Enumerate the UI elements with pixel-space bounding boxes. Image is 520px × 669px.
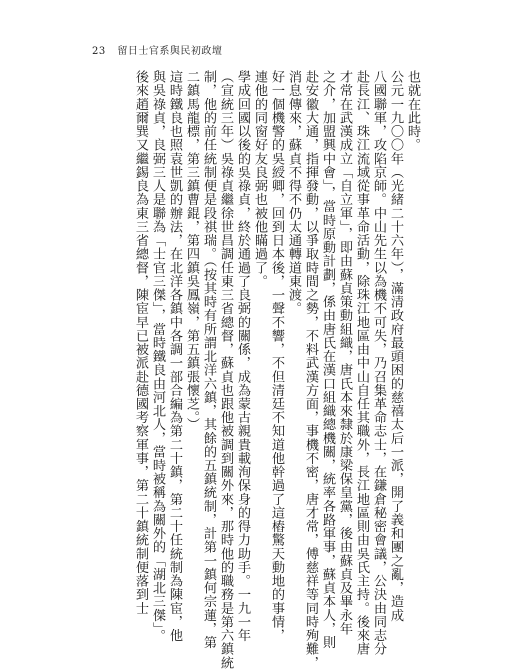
text-column: 才常在武漢成立「自立軍」，即由蘇貞策動組織，唐氏本來隸於康梁保皇黨，後由蘇貞及畢永年: [337, 70, 352, 636]
running-header: [92, 42, 222, 57]
text-column: 也就在此時。: [405, 70, 420, 152]
text-column: 二鎮馬龍標，第三鎮曹錕，第四鎮吳鳳嶺，第五鎮張懷芝。）: [184, 70, 199, 432]
text-column: 赴長江、珠江流域從事革命活動，除珠江地區由中山自任其職外，長江地區則由吳氏主持。後來唐: [354, 70, 369, 656]
text-column: 學成回國以後的吳祿貞，終於通過了良弼的關係，成為蒙古親貴載洵保身的得力助手。一九一年: [235, 70, 250, 643]
text-column: 與吳祿貞，良弼三人是聯為「士官三傑」，當時鐵良由河北人，當時被稱為關外的「湖北三傑」。: [150, 70, 165, 643]
text-column: 消息傳來，蘇貞不得不仍太通轉道東渡。: [286, 70, 301, 316]
text-column: 公元一九〇〇年（光緒二十六年），滿清政府最頭困的慈禧太后一派，開了義和團之亂，造成: [388, 70, 403, 622]
text-column: 連他的同窗好友良弼也被他瞞過了。: [252, 70, 267, 288]
text-column: 好一個機警的吳綬卿，回到日本後，一聲不響，不但清廷不知道他幹過了這樁驚天動地的事情，: [269, 70, 284, 643]
text-column: （宣統三年）吳祿貞繼徐世昌調任東三省總督，蘇貞也跟他被調到關外來，那時他的職務是第六鎮統: [218, 70, 233, 669]
text-column: 赴安徽大通，指揮發動，以爭取時間之勢，不料武漢方面，事機不密，唐才常，傅慈祥等同時殉難，: [303, 70, 318, 669]
text-column: 後來趙爾巽又繼錫良為東三省總督，陳宦早已被派赴德國考察軍事，第二十鎮統制便落到士: [133, 70, 148, 615]
text-column: 之介，加盟興中會」，當時原動計劃，係由唐氏在漢口組織總機關，統率各路軍事，蘇貞本人，則: [320, 70, 335, 650]
page-number: 23: [92, 46, 106, 57]
text-column: 制，他的前任統制便是段祺瑞。（按其時有所謂北洋六鎮，其餘的五鎮統制，計第一鎮何宗蓮，第: [201, 70, 216, 650]
text-column: 八國聯軍，攻陷京師。中山先生以為機不可失，乃召集革命志士，在鎌倉秘密會議，公決由同志分: [371, 70, 386, 656]
book-title: 留日士官系與民初政壇: [117, 46, 223, 57]
text-column: 這時鐵良也照袁世凱的辦法，在北洋各鎮中各調一部合編為第二十鎮，第二十任統制為陳宦，他: [167, 70, 182, 643]
